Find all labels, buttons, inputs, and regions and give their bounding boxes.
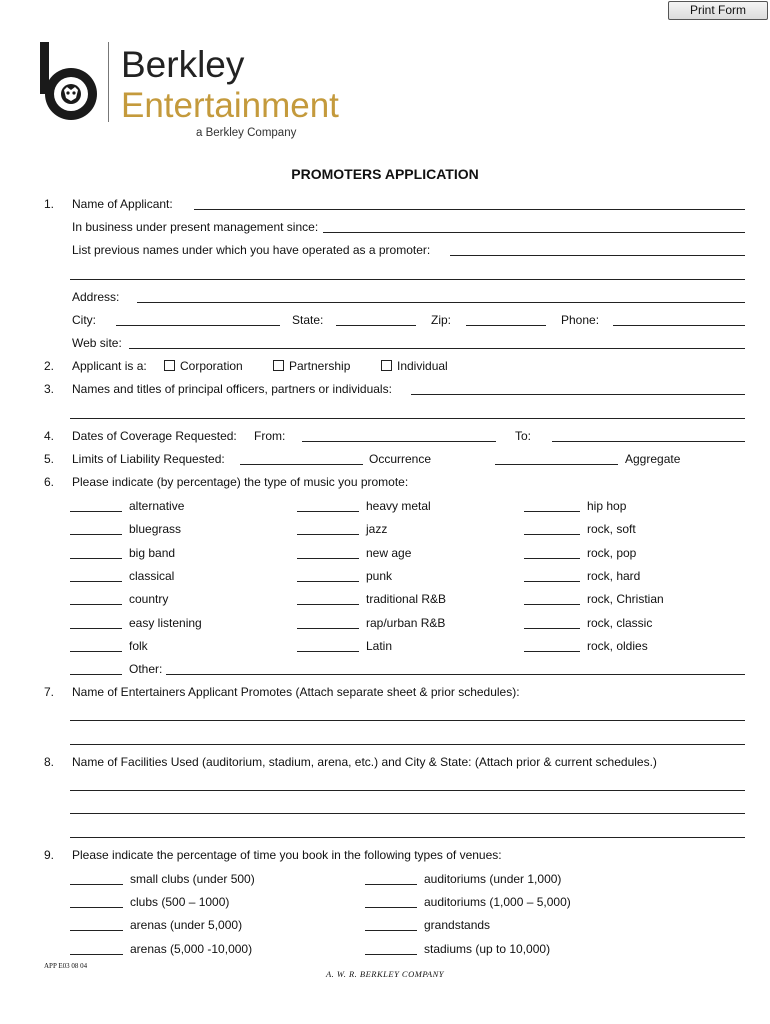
partnership-label: Partnership [289, 359, 351, 373]
music-percent-field[interactable] [297, 651, 359, 652]
music-type-item: jazz [366, 522, 388, 536]
website-label: Web site: [72, 336, 122, 350]
to-date-field[interactable] [552, 441, 745, 442]
q7-number: 7. [44, 685, 55, 699]
music-percent-field[interactable] [70, 511, 122, 512]
state-field[interactable] [336, 325, 416, 326]
venue-type-item: auditoriums (under 1,000) [424, 872, 562, 886]
music-percent-field[interactable] [70, 604, 122, 605]
music-type-item: rap/urban R&B [366, 616, 446, 630]
website-field[interactable] [129, 348, 745, 349]
venue-percent-field[interactable] [365, 884, 417, 885]
music-percent-field[interactable] [70, 558, 122, 559]
previous-names-field[interactable] [450, 255, 745, 256]
since-label: In business under present management since: [72, 220, 319, 234]
brand-name: Berkley [121, 44, 245, 85]
previous-names-label: List previous names under which you have operated as a promoter: [72, 243, 431, 257]
q5-number: 5. [44, 452, 55, 466]
music-percent-field[interactable] [70, 534, 122, 535]
music-percent-field[interactable] [524, 581, 580, 582]
music-percent-field[interactable] [297, 558, 359, 559]
music-type-item: new age [366, 546, 412, 560]
music-percent-field[interactable] [524, 534, 580, 535]
previous-names-field-2[interactable] [70, 279, 745, 280]
music-type-item: country [129, 592, 169, 606]
music-type-item: rock, hard [587, 569, 641, 583]
zip-label: Zip: [431, 313, 452, 327]
entertainers-field[interactable] [70, 720, 745, 721]
address-label: Address: [72, 290, 120, 304]
print-form-button[interactable]: Print Form [668, 1, 768, 20]
music-percent-field[interactable] [524, 651, 580, 652]
facilities-field-3[interactable] [70, 837, 745, 838]
music-percent-field[interactable] [297, 581, 359, 582]
address-field[interactable] [137, 302, 745, 303]
page-title: PROMOTERS APPLICATION [291, 166, 479, 182]
corporation-label: Corporation [180, 359, 243, 373]
q2-number: 2. [44, 359, 55, 373]
venue-percent-field[interactable] [365, 954, 417, 955]
aggregate-label: Aggregate [625, 452, 681, 466]
other-percent-field[interactable] [70, 674, 122, 675]
venue-type-item: arenas (5,000 -10,000) [130, 942, 253, 956]
music-percent-field[interactable] [70, 651, 122, 652]
music-percent-field[interactable] [70, 628, 122, 629]
music-type-label: Please indicate (by percentage) the type of music you promote: [72, 475, 409, 489]
since-field[interactable] [323, 232, 745, 233]
corporation-checkbox[interactable] [164, 360, 175, 371]
q4-number: 4. [44, 429, 55, 443]
logo-divider [108, 42, 109, 122]
music-type-item: folk [129, 639, 148, 653]
to-label: To: [515, 429, 532, 443]
liability-limits-label: Limits of Liability Requested: [72, 452, 225, 466]
individual-label: Individual [397, 359, 448, 373]
q1-number: 1. [44, 197, 55, 211]
city-field[interactable] [116, 325, 280, 326]
q3-number: 3. [44, 382, 55, 396]
zip-field[interactable] [466, 325, 546, 326]
music-type-item: classical [129, 569, 175, 583]
music-percent-field[interactable] [297, 511, 359, 512]
music-percent-field[interactable] [524, 558, 580, 559]
music-type-item: punk [366, 569, 393, 583]
music-percent-field[interactable] [524, 628, 580, 629]
venue-percent-field[interactable] [365, 930, 417, 931]
from-date-field[interactable] [302, 441, 496, 442]
music-type-item: rock, soft [587, 522, 636, 536]
city-label: City: [72, 313, 96, 327]
venue-type-item: stadiums (up to 10,000) [424, 942, 551, 956]
venue-percent-field[interactable] [70, 907, 123, 908]
coverage-dates-label: Dates of Coverage Requested: [72, 429, 237, 443]
facilities-field[interactable] [70, 790, 745, 791]
music-type-item: alternative [129, 499, 185, 513]
music-percent-field[interactable] [70, 581, 122, 582]
music-type-item: rock, classic [587, 616, 653, 630]
music-percent-field[interactable] [297, 604, 359, 605]
music-percent-field[interactable] [297, 628, 359, 629]
partnership-checkbox[interactable] [273, 360, 284, 371]
music-percent-field[interactable] [297, 534, 359, 535]
music-type-item: traditional R&B [366, 592, 447, 606]
music-type-item: big band [129, 546, 176, 560]
entertainers-field-2[interactable] [70, 744, 745, 745]
q6-number: 6. [44, 475, 55, 489]
venue-type-item: arenas (under 5,000) [130, 918, 243, 932]
brand-sub: Entertainment [121, 86, 339, 125]
music-type-item: hip hop [587, 499, 627, 513]
facilities-field-2[interactable] [70, 813, 745, 814]
venue-type-item: auditoriums (1,000 – 5,000) [424, 895, 571, 909]
applicant-name-label: Name of Applicant: [72, 197, 173, 211]
venue-percent-field[interactable] [365, 907, 417, 908]
brand-tagline: a Berkley Company [196, 127, 297, 139]
facilities-label: Name of Facilities Used (auditorium, stadium, arena, etc.) and City & State: (Attach prior & current schedules.) [72, 755, 657, 769]
officers-label: Names and titles of principal officers, partners or individuals: [72, 382, 392, 396]
berkley-logo-icon [40, 40, 100, 122]
music-percent-field[interactable] [524, 604, 580, 605]
applicant-name-field[interactable] [194, 209, 745, 210]
other-music-field[interactable] [166, 674, 745, 675]
other-label: Other: [129, 662, 163, 676]
q8-number: 8. [44, 755, 55, 769]
aggregate-field[interactable] [495, 464, 618, 465]
individual-checkbox[interactable] [381, 360, 392, 371]
officers-field-2[interactable] [70, 418, 745, 419]
venue-type-item: grandstands [424, 918, 491, 932]
q9-number: 9. [44, 848, 55, 862]
music-type-item: rock, pop [587, 546, 637, 560]
entertainers-label: Name of Entertainers Applicant Promotes (Attach separate sheet & prior schedules): [72, 685, 520, 699]
venues-label: Please indicate the percentage of time you book in the following types of venues: [72, 848, 502, 862]
music-type-item: rock, oldies [587, 639, 648, 653]
phone-field[interactable] [613, 325, 745, 326]
music-type-item: bluegrass [129, 522, 182, 536]
venue-type-item: clubs (500 – 1000) [130, 895, 230, 909]
applicant-type-label: Applicant is a: [72, 359, 147, 373]
music-percent-field[interactable] [524, 511, 580, 512]
venue-percent-field[interactable] [70, 884, 123, 885]
venue-percent-field[interactable] [70, 930, 123, 931]
music-type-item: easy listening [129, 616, 202, 630]
venue-type-item: small clubs (under 500) [130, 872, 255, 886]
phone-label: Phone: [561, 313, 600, 327]
footer-company: A. W. R. BERKLEY COMPANY [325, 969, 445, 979]
from-label: From: [254, 429, 286, 443]
state-label: State: [292, 313, 324, 327]
officers-field[interactable] [411, 394, 745, 395]
occurrence-field[interactable] [240, 464, 363, 465]
music-type-item: rock, Christian [587, 592, 664, 606]
venue-percent-field[interactable] [70, 954, 123, 955]
music-type-item: Latin [366, 639, 393, 653]
form-code: APP E03 08 04 [44, 962, 88, 970]
occurrence-label: Occurrence [369, 452, 432, 466]
music-type-item: heavy metal [366, 499, 431, 513]
